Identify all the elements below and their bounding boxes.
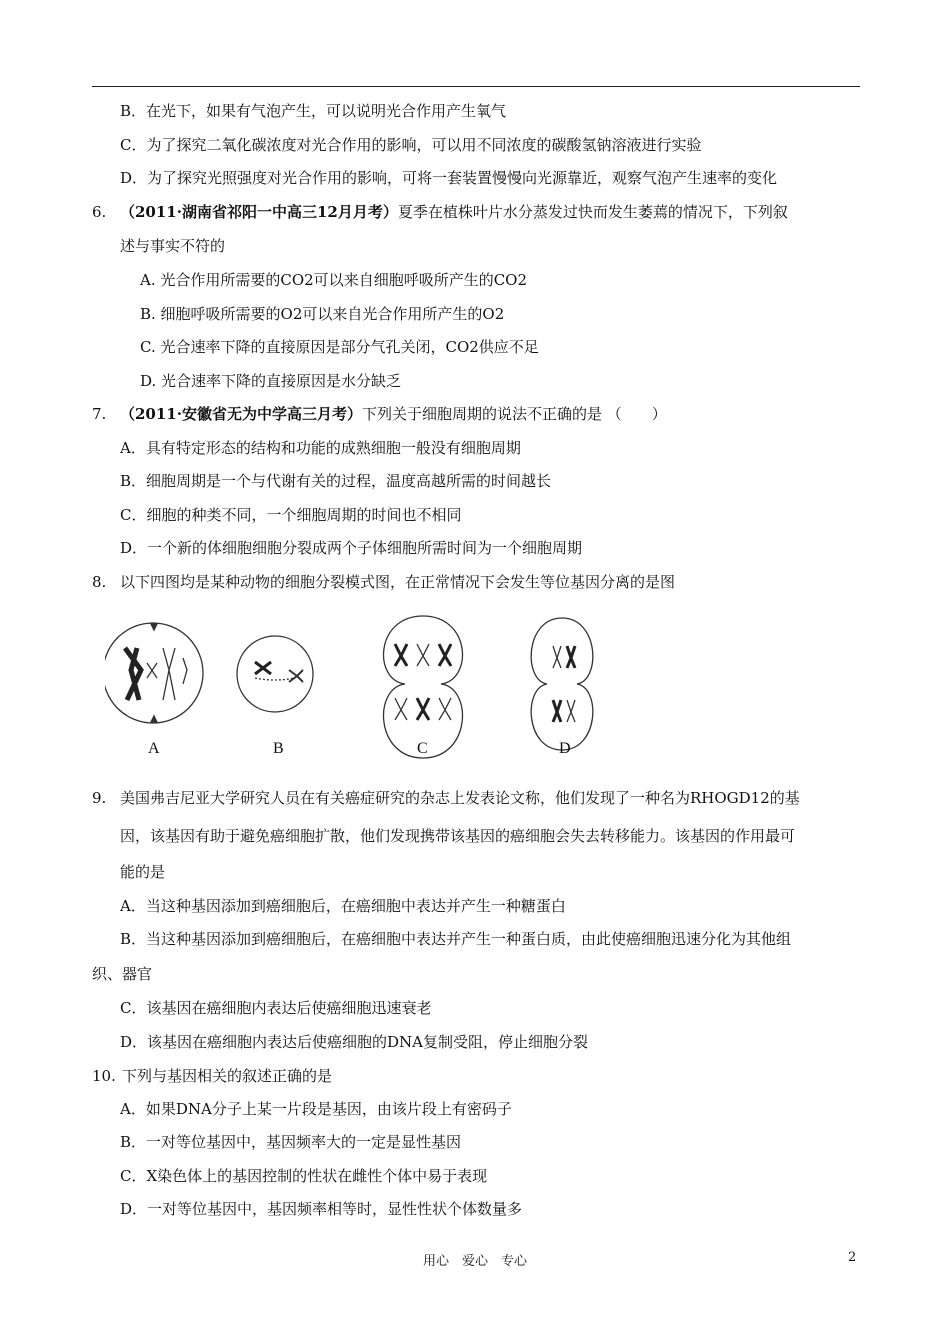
q7-option-b: B．细胞周期是一个与代谢有关的过程，温度高越所需的时间越长 [120,472,552,490]
q7-source: （2011·安徽省无为中学高三月考） [120,405,362,423]
q9-stem-line3: 能的是 [120,863,166,881]
q9-stem-line2: 因，该基因有助于避免癌细胞扩散，他们发现携带该基因的癌细胞会失去转移能力。该基因的作用最可 [120,827,796,845]
page-number: 2 [848,1250,857,1265]
q6-stem-cont: 述与事实不符的 [120,237,226,255]
q6-option-d: D. 光合速率下降的直接原因是水分缺乏 [140,372,402,390]
q8-stem: 以下四图均是某种动物的细胞分裂模式图，在正常情况下会发生等位基因分离的是图 [120,573,676,591]
q6-source: （2011·湖南省祁阳一中高三12月月考） [120,203,398,221]
q6-option-a: A. 光合作用所需要的CO2可以来自细胞呼吸所产生的CO2 [140,271,528,289]
figure-label-c: C [417,740,428,757]
q6-stem [120,202,788,222]
q10-option-d: D．一对等位基因中，基因频率相等时，显性性状个体数量多 [120,1200,523,1218]
q6-number: 6. [92,203,107,221]
cell-b-diagram [237,636,313,712]
cell-d-diagram [531,618,593,750]
q9-option-b: B．当这种基因添加到癌细胞后，在癌细胞中表达并产生一种蛋白质，由此使癌细胞迅速分化为其他组 [120,930,792,948]
figure-label-a: A [148,740,160,757]
footer-motto: 用心 爱心 专心 [422,1254,527,1269]
cell-a-diagram [105,623,203,723]
q6-stem-text: 夏季在植株叶片水分蒸发过快而发生萎蔫的情况下，下列叙 [397,203,788,221]
q9-option-b-cont: 织、器官 [92,965,153,983]
q7-stem-text: 下列关于细胞周期的说法不正确的是 （ ） [361,405,667,423]
q6-option-c: C. 光合速率下降的直接原因是部分气孔关闭，CO2供应不足 [140,338,539,356]
q9-number: 9. [92,789,107,807]
q5-option-b: B．在光下，如果有气泡产生，可以说明光合作用产生氧气 [120,102,507,120]
q7-stem [120,404,667,424]
q5-option-c: C．为了探究二氧化碳浓度对光合作用的影响，可以用不同浓度的碳酸氢钠溶液进行实验 [120,136,702,154]
q7-option-a: A．具有特定形态的结构和功能的成熟细胞一般没有细胞周期 [120,439,521,457]
q9-option-d: D．该基因在癌细胞内表达后使癌细胞的DNA复制受阻，停止细胞分裂 [120,1033,589,1051]
q10-number: 10. [92,1067,116,1085]
q8-number: 8. [92,573,107,591]
q10-option-c: C．X染色体上的基因控制的性状在雌性个体中易于表现 [120,1167,488,1185]
q6-option-b: B. 细胞呼吸所需要的O2可以来自光合作用所产生的O2 [140,305,505,323]
q10-option-a: A．如果DNA分子上某一片段是基因，由该片段上有密码子 [120,1100,512,1118]
cell-division-figure [105,608,705,768]
q9-option-c: C．该基因在癌细胞内表达后使癌细胞迅速衰老 [120,999,432,1017]
q7-option-d: D．一个新的体细胞细胞分裂成两个子体细胞所需时间为一个细胞周期 [120,539,583,557]
figure-label-b: B [273,740,284,757]
header-rule [92,86,860,87]
q10-stem: 下列与基因相关的叙述正确的是 [122,1067,333,1085]
figure-label-d: D [559,740,571,757]
q9-stem-line1: 美国弗吉尼亚大学研究人员在有关癌症研究的杂志上发表论文称，他们发现了一种名为RHOGD12的基 [120,789,800,807]
cell-c-diagram [384,616,463,758]
q7-number: 7. [92,405,107,423]
q7-option-c: C．细胞的种类不同，一个细胞周期的时间也不相同 [120,506,462,524]
q10-option-b: B．一对等位基因中，基因频率大的一定是显性基因 [120,1133,462,1151]
q9-option-a: A．当这种基因添加到癌细胞后，在癌细胞中表达并产生一种糖蛋白 [120,897,566,915]
q5-option-d: D．为了探究光照强度对光合作用的影响，可将一套装置慢慢向光源靠近，观察气泡产生速率的变化 [120,169,778,187]
